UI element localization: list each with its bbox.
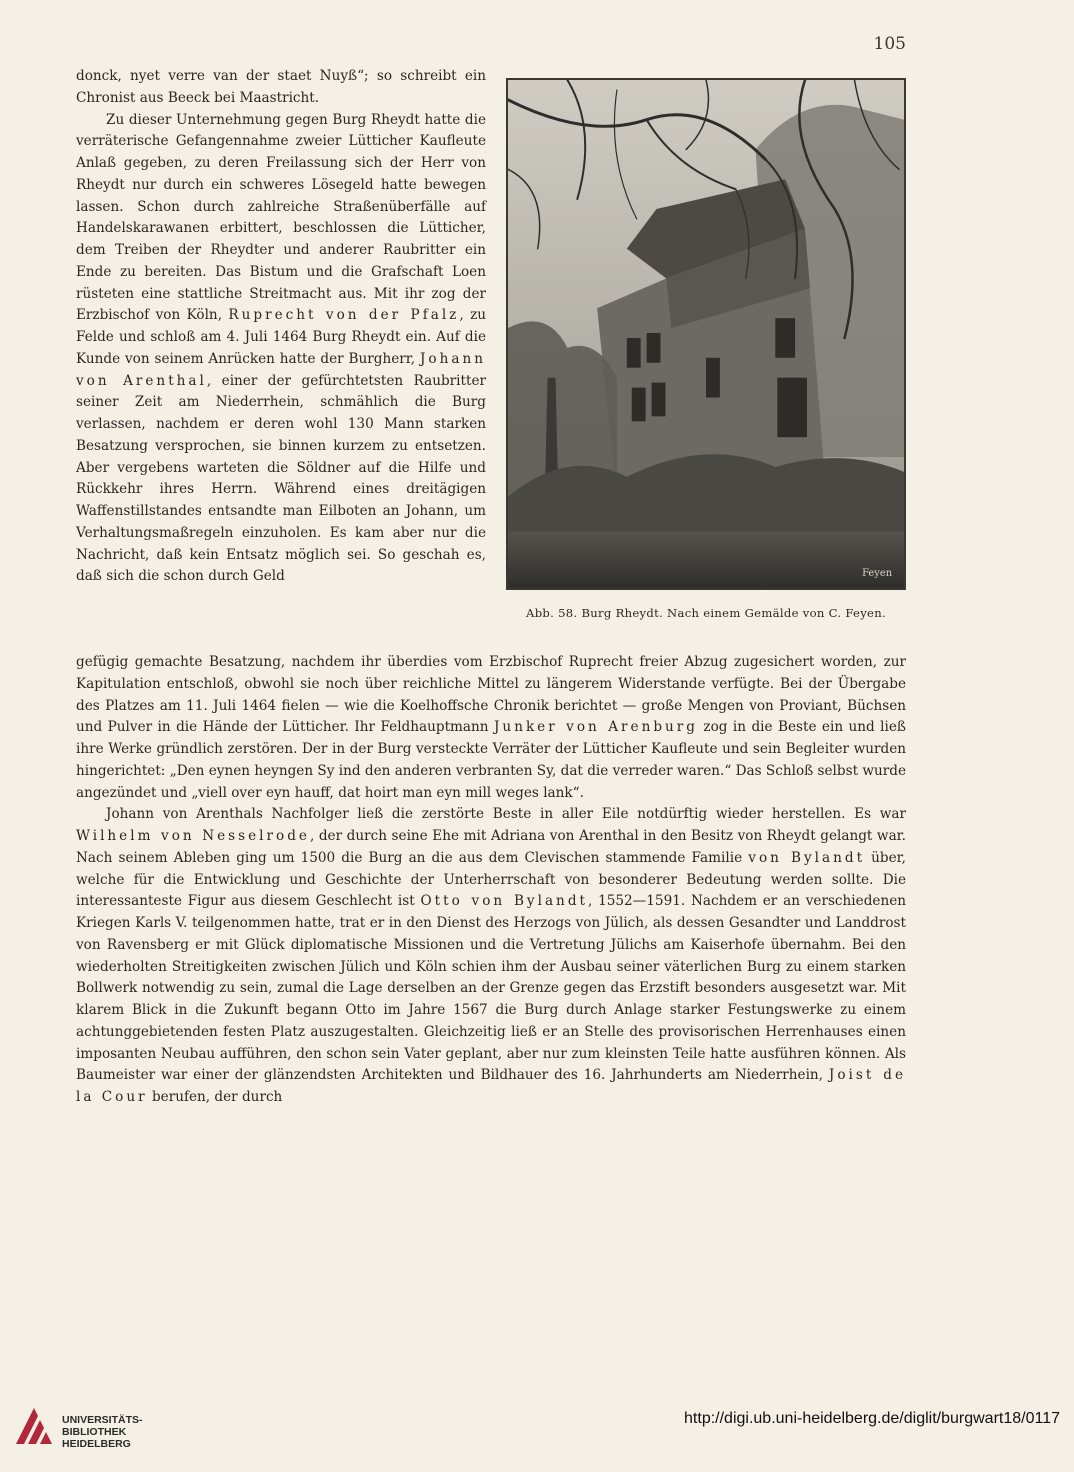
figure-caption: Abb. 58. Burg Rheydt. Nach einem Gemälde von C. Feyen. — [526, 606, 886, 620]
text-run: Johann von Arenthals Nachfolger ließ die zerstörte Beste in aller Eile notdürftig wieder herstellen. Es war — [106, 806, 906, 823]
source-url-link[interactable]: http://digi.ub.uni-heidelberg.de/diglit/burgwart18/0117 — [684, 1410, 1060, 1427]
spaced-name: Wilhelm von Nesselrode — [76, 828, 310, 844]
text-run: gefügig gemachte Besatzung, nachdem ihr überdies vom Erzbischof Ruprecht freier Abzug zugesichert worden, zur Kapitulation entschloß, obwohl sie noch über reichliche Mittel zu längerem Widerstande verfügte. Bei der Übergabe des Platzes am 11. Juli 1464 fielen — wie die Koelhoffsche Chronik berichtet — große Mengen von Proviant, Büchsen und Pulver in die Hände der Lütticher. Ihr Feldhauptmann — [76, 654, 906, 736]
page-number: 105 — [873, 34, 906, 54]
spaced-name: Johann von Arenthal — [76, 350, 486, 389]
library-name — [62, 1414, 143, 1450]
spaced-name: Ruprecht von der Pfalz — [228, 307, 460, 324]
paragraph — [76, 652, 906, 804]
text-run: , einer der gefürchtetsten Raubritter seiner Zeit am Niederrhein, schmählich die Burg verlassen, nachdem er deren wohl 130 Mann starken Besatzung versprochen, sie binnen kurzem zu entsetzen. Aber vergebens warteten die Söldner auf die Hilfe und Rückkehr ihres Herrn. Während eines dreitägigen Waffenstillstandes entsandte man Eilboten an Johann, um Verhaltungsmaßregeln einzuholen. Es kam aber nur die Nachricht, daß kein Entsatz möglich sei. So geschah es, daß sich die schon durch Geld — [76, 372, 486, 585]
text-run: über, welche für die Entwicklung und Geschichte der Unterherrschaft von besonderer Bedeutung werden sollte. Die interessanteste Figur aus diesem Geschlecht ist — [76, 849, 906, 910]
text-run: , zu Felde und schloß am 4. Juli 1464 Burg Rheydt ein. Auf die Kunde von seinem Anrücken hatte der Burgherr, — [76, 307, 486, 367]
paragraph — [76, 804, 906, 1109]
spaced-name: Junker von Arenburg — [493, 719, 698, 736]
text-run: , 1552—1591. Nachdem er an verschiedenen Kriegen Karls V. teilgenommen hatte, trat er in den Dienst des Herzogs von Jülich, als dessen Gesandter und Landdrost von Ravensberg er mit Glück diplomatische Missionen und die Vertretung Jülichs am Kaiserhofe übernahm. Bei den wiederholten Streitigkeiten zwischen Jülich und Köln schien ihm der Ausbau seiner väterlichen Burg zu einem starken Bollwerk notwendig zu sein, zumal die Lage derselben an der Grenze gegen das Erzstift besonders ausgesetzt war. Mit klarem Blick in die Zukunft begann Otto im Jahre 1567 die Burg durch Anlage starker Festungswerke zu einem achtunggebietenden festen Platz auszugestalten. Gleichzeitig ließ er an Stelle des provisorischen Herrenhauses einen imposanten Neubau aufführen, den schon sein Vater geplant, aber nur zum kleinsten Teile hatte ausführen können. Als Baumeister war einer der glänzendsten Architekten und Bildhauer des 16. Jahrhunderts am Niederrhein, — [76, 893, 906, 1084]
painting-image — [508, 80, 904, 588]
figure-painting-burg-rheydt — [506, 78, 906, 590]
spaced-name: Otto von Bylandt — [420, 893, 588, 910]
text-run: Zu dieser Unternehmung gegen Burg Rheydt hatte die verräterische Gefangennahme zweier Lütticher Kaufleute Anlaß gegeben, zu deren Freilassung sich der Herr von Rheydt nur durch ein schweres Lösegeld hatte bewegen lassen. Schon durch zahlreiche Straßenüberfälle auf Handelskarawanen erbittert, beschlossen die Lütticher, dem Treiben der Rheydter und anderer Raubritter ein Ende zu bereiten. Das Bistum und die Grafschaft Loen rüsteten eine stattliche Streitmacht aus. Mit ihr zog der Erzbischof von Köln, — [76, 111, 486, 324]
library-name-line: UNIVERSITÄTS- — [62, 1414, 143, 1426]
text-run: donck, nyet verre van der staet Nuyß“; so schreibt ein Chronist aus Beeck bei Maastricht. — [76, 68, 486, 106]
text-run: berufen, der durch — [147, 1089, 283, 1105]
library-logo[interactable] — [12, 1398, 192, 1458]
moat-water — [508, 531, 904, 588]
spaced-name: Joist de la Cour — [76, 1067, 906, 1105]
library-name-line: BIBLIOTHEK — [62, 1426, 127, 1438]
library-logo-icon — [12, 1404, 56, 1450]
paragraph — [76, 110, 486, 589]
body-text — [76, 652, 906, 1109]
spaced-name: von Bylandt — [748, 849, 866, 866]
paragraph — [76, 66, 486, 110]
text-run: zog in die Beste ein und ließ ihre Werke gründlich zerstören. Der in der Burg versteckte Verräter der Lütticher Kaufleute und sein Begleiter wurden hingerichtet: „Den eynen heyngen Sy ind den anderen verbranten Sy, dat die verreder waren.“ Das Schloß selbst wurde angezündet und „viell over eyn hauff, dat hoirt man eyn mill weges lank“. — [76, 719, 906, 801]
text-run: , der durch seine Ehe mit Adriana von Arenthal in den Besitz von Rheydt gelangt war. Nach seinem Ableben ging um 1500 die Burg an die aus dem Clevischen stammende Familie — [76, 828, 906, 866]
painter-signature: Feyen — [862, 568, 893, 580]
library-name-line: HEIDELBERG — [62, 1438, 131, 1450]
column-text — [76, 66, 486, 588]
